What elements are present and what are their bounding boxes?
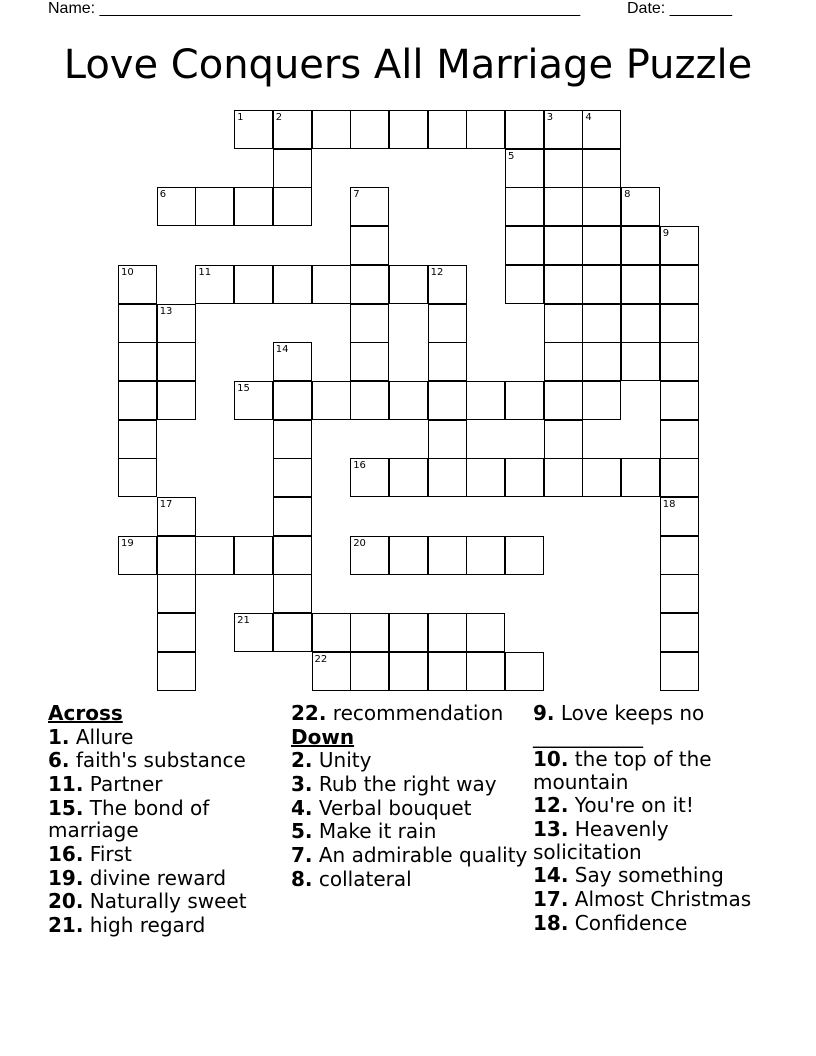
clue-number: 2 bbox=[275, 112, 283, 123]
grid-cell[interactable] bbox=[234, 613, 273, 652]
grid-cell[interactable] bbox=[428, 458, 467, 497]
grid-cell[interactable] bbox=[621, 265, 660, 304]
down-clue bbox=[533, 748, 771, 793]
grid-cell[interactable] bbox=[389, 536, 428, 575]
grid-cell[interactable] bbox=[350, 613, 389, 652]
grid-cell[interactable] bbox=[505, 265, 544, 304]
clue-number: 16 bbox=[353, 460, 366, 472]
clue-number: 9 bbox=[662, 228, 670, 240]
clue-text: divine reward bbox=[89, 865, 227, 890]
grid-cell[interactable] bbox=[389, 652, 428, 691]
across-clue bbox=[291, 702, 529, 725]
grid-cell[interactable] bbox=[544, 342, 583, 381]
clue-text: Make it rain bbox=[318, 819, 437, 844]
grid-cell[interactable] bbox=[273, 149, 312, 188]
grid-cell[interactable] bbox=[157, 652, 196, 691]
grid-cell[interactable] bbox=[428, 652, 467, 691]
grid-cell[interactable] bbox=[621, 304, 660, 343]
grid-cell[interactable] bbox=[582, 381, 621, 420]
grid-cell[interactable] bbox=[621, 187, 660, 226]
grid-cell[interactable] bbox=[466, 381, 505, 420]
grid-cell[interactable] bbox=[389, 381, 428, 420]
grid-cell[interactable] bbox=[466, 110, 505, 149]
across-clue bbox=[48, 867, 286, 890]
grid-cell[interactable] bbox=[118, 536, 157, 575]
clue-column-3 bbox=[533, 702, 771, 935]
grid-cell[interactable] bbox=[157, 342, 196, 381]
clue-text: recommendation bbox=[332, 701, 504, 725]
clue-number: 3 bbox=[546, 112, 554, 123]
grid-cell[interactable] bbox=[273, 110, 312, 149]
name-label: Name: bbox=[48, 0, 96, 17]
clue-number: 4 bbox=[585, 112, 592, 123]
grid-cell[interactable] bbox=[505, 187, 544, 226]
grid-cell[interactable] bbox=[660, 497, 699, 536]
grid-cell[interactable] bbox=[234, 110, 273, 149]
puzzle-title: Love Conquers All Marriage Puzzle bbox=[63, 42, 753, 88]
grid-cell[interactable] bbox=[234, 265, 273, 304]
clue-text: collateral bbox=[318, 866, 412, 891]
grid-cell[interactable] bbox=[157, 574, 196, 613]
down-clue bbox=[291, 773, 529, 796]
grid-cell[interactable] bbox=[389, 110, 428, 149]
down-clue bbox=[533, 912, 771, 935]
grid-cell[interactable] bbox=[582, 149, 621, 188]
clue-number: 12 bbox=[430, 266, 444, 278]
grid-cell[interactable] bbox=[273, 536, 312, 575]
grid-cell[interactable] bbox=[466, 458, 505, 497]
grid-cell[interactable] bbox=[544, 187, 583, 226]
clue-num: 7. bbox=[291, 843, 313, 868]
grid-cell[interactable] bbox=[582, 342, 621, 381]
grid-cell[interactable] bbox=[505, 149, 544, 188]
clue-num: 12. bbox=[533, 793, 569, 818]
clue-num: 10. bbox=[533, 747, 569, 772]
clue-num: 17. bbox=[533, 886, 569, 911]
grid-cell[interactable] bbox=[350, 652, 389, 691]
clue-text: the top of the mountain bbox=[533, 747, 712, 794]
clue-text: Say something bbox=[574, 863, 724, 888]
clue-num: 3. bbox=[291, 772, 313, 797]
grid-cell[interactable] bbox=[350, 304, 389, 343]
across-heading: Across bbox=[48, 701, 123, 725]
grid-cell[interactable] bbox=[312, 613, 351, 652]
grid-cell[interactable] bbox=[195, 265, 234, 304]
grid-cell[interactable] bbox=[660, 536, 699, 575]
grid-cell[interactable] bbox=[660, 265, 699, 304]
across-clue bbox=[48, 843, 286, 866]
across-clue bbox=[48, 749, 286, 772]
grid-cell[interactable] bbox=[389, 265, 428, 304]
date-label: Date: bbox=[627, 0, 666, 17]
clue-column-2 bbox=[291, 702, 529, 892]
clue-number: 5 bbox=[508, 150, 515, 162]
grid-cell[interactable] bbox=[428, 342, 467, 381]
clue-number: 15 bbox=[237, 382, 250, 394]
clue-text: Rub the right way bbox=[318, 772, 497, 797]
clue-num: 18. bbox=[533, 910, 569, 935]
clue-number: 18 bbox=[662, 499, 676, 510]
grid-cell[interactable] bbox=[660, 574, 699, 613]
clue-num: 13. bbox=[533, 817, 569, 842]
grid-cell[interactable] bbox=[312, 265, 351, 304]
grid-cell[interactable] bbox=[118, 458, 157, 497]
grid-cell[interactable] bbox=[350, 381, 389, 420]
clue-num: 6. bbox=[48, 748, 70, 773]
clue-num: 22. bbox=[291, 701, 327, 725]
grid-cell[interactable] bbox=[157, 381, 196, 420]
grid-cell[interactable] bbox=[273, 497, 312, 536]
clue-text: An admirable quality bbox=[318, 843, 528, 868]
clue-num: 11. bbox=[48, 772, 84, 797]
grid-cell[interactable] bbox=[582, 265, 621, 304]
grid-cell[interactable] bbox=[350, 187, 389, 226]
down-clue bbox=[533, 794, 771, 817]
clue-text: Allure bbox=[75, 724, 134, 749]
grid-cell[interactable] bbox=[544, 149, 583, 188]
grid-cell[interactable] bbox=[428, 110, 467, 149]
grid-cell[interactable] bbox=[582, 458, 621, 497]
grid-cell[interactable] bbox=[428, 420, 467, 459]
clue-text: The bond of marriage bbox=[48, 795, 210, 843]
grid-cell[interactable] bbox=[505, 226, 544, 265]
grid-cell[interactable] bbox=[544, 110, 583, 149]
grid-cell[interactable] bbox=[466, 652, 505, 691]
clue-num: 16. bbox=[48, 841, 84, 866]
clue-number: 11 bbox=[198, 266, 212, 278]
date-line: _______ bbox=[669, 0, 732, 17]
grid-cell[interactable] bbox=[234, 381, 273, 420]
grid-cell[interactable] bbox=[350, 265, 389, 304]
clue-text: Heavenly solicitation bbox=[533, 817, 669, 864]
grid-cell[interactable] bbox=[660, 420, 699, 459]
down-clue bbox=[533, 888, 771, 911]
clue-number: 8 bbox=[624, 189, 631, 201]
grid-cell[interactable] bbox=[118, 342, 157, 381]
clue-number: 13 bbox=[159, 305, 173, 317]
grid-cell[interactable] bbox=[428, 304, 467, 343]
grid-cell[interactable] bbox=[312, 381, 351, 420]
down-clue bbox=[533, 864, 771, 887]
down-clue bbox=[291, 844, 529, 867]
grid-cell[interactable] bbox=[544, 381, 583, 420]
grid-cell[interactable] bbox=[505, 110, 544, 149]
grid-cell[interactable] bbox=[118, 420, 157, 459]
grid-cell[interactable] bbox=[312, 652, 351, 691]
down-heading: Down bbox=[291, 724, 355, 749]
grid-cell[interactable] bbox=[505, 536, 544, 575]
clue-num: 15. bbox=[48, 795, 84, 820]
grid-cell[interactable] bbox=[544, 304, 583, 343]
grid-cell[interactable] bbox=[505, 652, 544, 691]
clue-text: Partner bbox=[89, 772, 163, 797]
clue-number: 21 bbox=[237, 615, 250, 627]
grid-cell[interactable] bbox=[195, 187, 234, 226]
grid-cell[interactable] bbox=[660, 342, 699, 381]
grid-cell[interactable] bbox=[505, 381, 544, 420]
grid-cell[interactable] bbox=[660, 226, 699, 265]
grid-cell[interactable] bbox=[582, 304, 621, 343]
grid-cell[interactable] bbox=[350, 536, 389, 575]
clue-text: faith's substance bbox=[75, 748, 246, 773]
down-clue bbox=[533, 702, 771, 747]
grid-cell[interactable] bbox=[273, 187, 312, 226]
grid-cell[interactable] bbox=[389, 458, 428, 497]
clue-num: 19. bbox=[48, 865, 84, 890]
grid-cell[interactable] bbox=[428, 265, 467, 304]
across-clue bbox=[48, 773, 286, 796]
name-line: ______________________________________________________ bbox=[99, 0, 581, 17]
grid-cell[interactable] bbox=[157, 613, 196, 652]
clue-number: 7 bbox=[353, 189, 360, 201]
grid-cell[interactable] bbox=[582, 110, 621, 149]
grid-cell[interactable] bbox=[312, 110, 351, 149]
grid-cell[interactable] bbox=[273, 265, 312, 304]
grid-cell[interactable] bbox=[273, 342, 312, 381]
grid-cell[interactable] bbox=[118, 304, 157, 343]
grid-cell[interactable] bbox=[273, 574, 312, 613]
grid-cell[interactable] bbox=[544, 226, 583, 265]
grid-cell[interactable] bbox=[582, 226, 621, 265]
clue-text: Love keeps no ___________ bbox=[533, 701, 705, 748]
grid-cell[interactable] bbox=[350, 458, 389, 497]
clue-number: 17 bbox=[159, 499, 173, 510]
clue-text: Unity bbox=[318, 748, 372, 773]
down-clue bbox=[291, 820, 529, 843]
clue-text: First bbox=[89, 841, 132, 866]
down-clue bbox=[291, 868, 529, 891]
grid-cell[interactable] bbox=[544, 265, 583, 304]
clue-text: You're on it! bbox=[574, 793, 694, 818]
grid-cell[interactable] bbox=[157, 304, 196, 343]
clue-num: 14. bbox=[533, 863, 569, 888]
grid-cell[interactable] bbox=[544, 420, 583, 459]
grid-cell[interactable] bbox=[582, 187, 621, 226]
grid-cell[interactable] bbox=[157, 187, 196, 226]
clue-number: 22 bbox=[314, 653, 328, 665]
clue-number: 19 bbox=[121, 537, 134, 549]
grid-cell[interactable] bbox=[195, 536, 234, 575]
grid-cell[interactable] bbox=[157, 497, 196, 536]
across-clue bbox=[48, 914, 286, 937]
down-clue bbox=[291, 797, 529, 820]
grid-cell[interactable] bbox=[660, 652, 699, 691]
clue-num: 8. bbox=[291, 866, 313, 891]
clue-number: 14 bbox=[275, 344, 289, 356]
grid-cell[interactable] bbox=[273, 458, 312, 497]
grid-cell[interactable] bbox=[273, 381, 312, 420]
grid-cell[interactable] bbox=[660, 613, 699, 652]
down-clue bbox=[291, 749, 529, 772]
grid-cell[interactable] bbox=[660, 458, 699, 497]
grid-cell[interactable] bbox=[273, 420, 312, 459]
clue-text: Almost Christmas bbox=[574, 886, 752, 911]
grid-cell[interactable] bbox=[428, 536, 467, 575]
clue-number: 20 bbox=[353, 537, 366, 549]
grid-cell[interactable] bbox=[350, 226, 389, 265]
clue-num: 4. bbox=[291, 795, 313, 820]
grid-cell[interactable] bbox=[350, 110, 389, 149]
clue-number: 6 bbox=[159, 189, 167, 201]
clue-text: high regard bbox=[89, 913, 206, 937]
grid-cell[interactable] bbox=[621, 226, 660, 265]
grid-cell[interactable] bbox=[350, 342, 389, 381]
clue-num: 5. bbox=[291, 819, 313, 844]
grid-cell[interactable] bbox=[660, 304, 699, 343]
grid-cell[interactable] bbox=[234, 536, 273, 575]
across-clue bbox=[48, 726, 286, 749]
clue-num: 1. bbox=[48, 724, 70, 749]
grid-cell[interactable] bbox=[621, 342, 660, 381]
grid-cell[interactable] bbox=[621, 458, 660, 497]
grid-cell[interactable] bbox=[273, 613, 312, 652]
clue-num: 21. bbox=[48, 913, 84, 937]
grid-cell[interactable] bbox=[544, 458, 583, 497]
across-clue bbox=[48, 797, 286, 842]
grid-cell[interactable] bbox=[118, 265, 157, 304]
clue-text: Verbal bouquet bbox=[318, 795, 472, 820]
grid-cell[interactable] bbox=[466, 613, 505, 652]
clue-column-1 bbox=[48, 702, 286, 938]
grid-cell[interactable] bbox=[505, 458, 544, 497]
grid-cell[interactable] bbox=[466, 536, 505, 575]
clue-text: Naturally sweet bbox=[89, 889, 247, 914]
clue-number: 10 bbox=[121, 266, 134, 278]
down-clue bbox=[533, 818, 771, 863]
grid-cell[interactable] bbox=[234, 187, 273, 226]
grid-cell[interactable] bbox=[660, 381, 699, 420]
clue-num: 9. bbox=[533, 701, 555, 725]
grid-cell[interactable] bbox=[118, 381, 157, 420]
grid-cell[interactable] bbox=[157, 536, 196, 575]
across-clue bbox=[48, 890, 286, 913]
clue-num: 2. bbox=[291, 748, 313, 773]
grid-cell[interactable] bbox=[389, 613, 428, 652]
clue-number: 1 bbox=[237, 112, 244, 123]
clue-text: Confidence bbox=[574, 910, 688, 935]
grid-cell[interactable] bbox=[428, 381, 467, 420]
clue-num: 20. bbox=[48, 889, 84, 914]
grid-cell[interactable] bbox=[428, 613, 467, 652]
